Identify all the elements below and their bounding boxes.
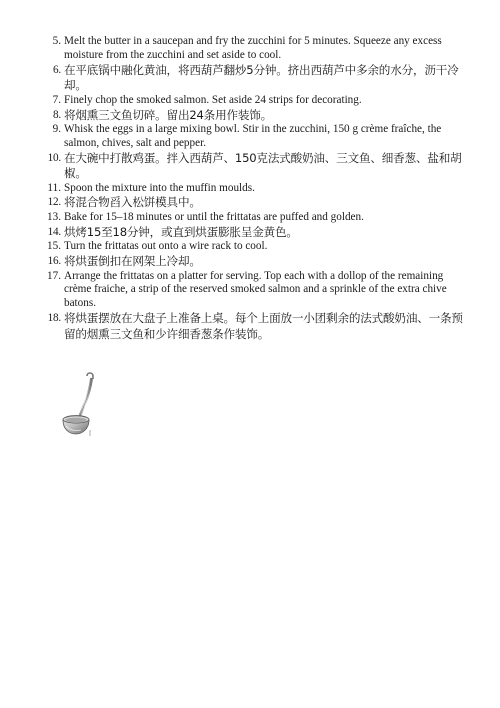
step-text: 将烘蛋摆放在大盘子上准备上桌。每个上面放一小团剩余的法式酸奶油、一条预留的烟熏三文鱼和少许细香葱条作装饰。 <box>64 311 463 341</box>
step-text: 烘烤15至18分钟，或直到烘蛋膨胀呈金黄色。 <box>64 224 298 239</box>
step-text: Whisk the eggs in a large mixing bowl. Stir in the zucchini, 150 g crème fraîche, the salmon, chives, salt and pepper. <box>64 122 442 149</box>
step-item <box>38 123 468 151</box>
step-number: 7. <box>52 93 61 106</box>
step-text: 将烘蛋倒扣在网架上冷却。 <box>64 254 201 269</box>
step-text: 将混合物舀入松饼模具中。 <box>64 195 201 210</box>
ladle-icon <box>57 370 99 440</box>
step-item <box>38 35 468 63</box>
step-item <box>38 63 468 94</box>
step-text: 在大碗中打散鸡蛋。拌入西葫芦、150克法式酸奶油、三文鱼、细香葱、盐和胡椒。 <box>64 150 462 181</box>
step-item <box>38 195 468 210</box>
step-number: 10. <box>47 151 61 164</box>
step-item <box>38 270 468 312</box>
step-number: 18. <box>47 312 61 325</box>
step-item <box>38 225 468 240</box>
step-item <box>38 311 468 342</box>
step-number: 16. <box>47 255 61 268</box>
step-item <box>38 182 468 196</box>
step-text: Arrange the frittatas on a platter for serving. Top each with a dollop of the remaining crème fraiche, a strip of the reserved smoked salmon and a sprinkle of the extra chive batons. <box>64 269 447 310</box>
step-number: 5. <box>52 35 61 47</box>
step-text: Bake for 15–18 minutes or until the frittatas are puffed and golden. <box>64 210 364 223</box>
step-number: 6. <box>53 63 61 76</box>
step-item <box>38 94 468 108</box>
step-number: 17. <box>47 269 61 282</box>
step-number: 15. <box>47 240 61 253</box>
step-item <box>38 151 468 182</box>
step-item <box>38 108 468 123</box>
step-text: Turn the frittatas out onto a wire rack to cool. <box>64 240 268 253</box>
step-text: Finely chop the smoked salmon. Set aside 24 strips for decorating. <box>64 93 362 106</box>
recipe-steps-list <box>38 35 468 342</box>
step-number: 14. <box>47 225 61 238</box>
step-text: Spoon the mixture into the muffin moulds. <box>64 181 255 194</box>
step-item <box>38 240 468 254</box>
step-item <box>38 254 468 269</box>
step-number: 9. <box>52 122 61 135</box>
step-number: 13. <box>47 210 61 223</box>
step-item <box>38 211 468 225</box>
step-text: 在平底锅中融化黄油，将西葫芦翻炒5分钟。挤出西葫芦中多余的水分，沥干冷却。 <box>64 62 459 93</box>
step-number: 8. <box>53 108 61 121</box>
step-number: 11. <box>47 181 61 194</box>
step-text: 将烟熏三文鱼切碎。留出24条用作装饰。 <box>64 107 273 122</box>
step-number: 12. <box>47 196 61 209</box>
step-text: Melt the butter in a saucepan and fry the zucchini for 5 minutes. Squeeze any excess moisture from the zucchini and set aside to cool. <box>64 35 442 61</box>
